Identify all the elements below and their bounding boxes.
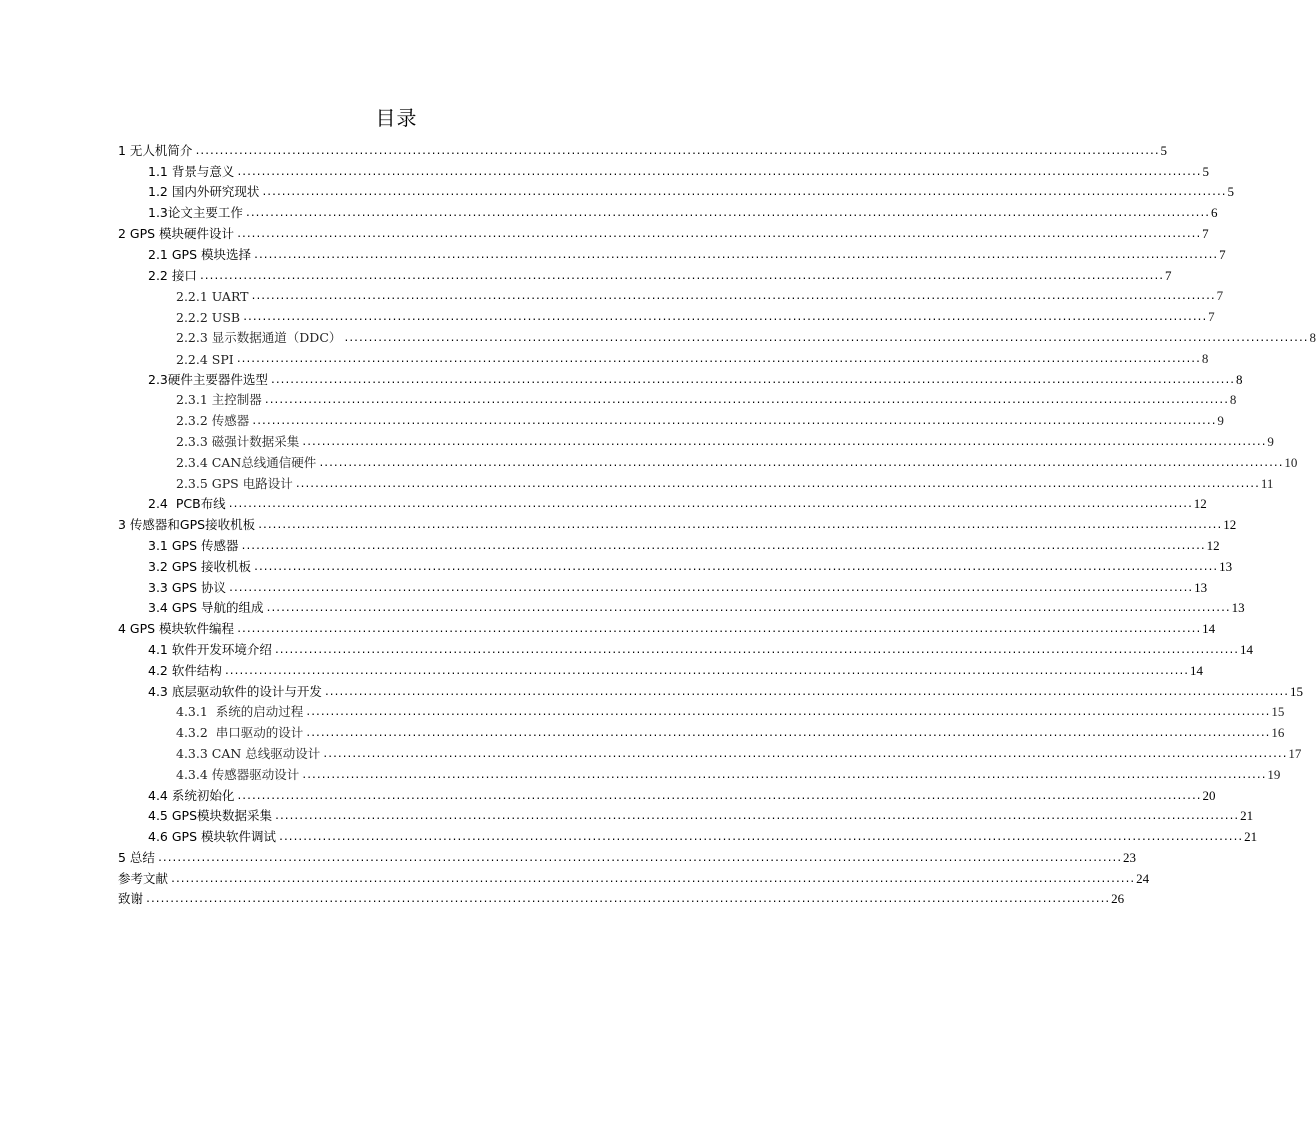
- dot-leader: ........................................................................................................................................................................................................: [253, 561, 1218, 573]
- toc-entry[interactable]: [118, 200, 1218, 221]
- toc-entry-page-number: 8: [1309, 329, 1316, 345]
- toc-entry-page-number: 23: [1123, 849, 1137, 865]
- toc-entry[interactable]: [118, 616, 1216, 637]
- toc-entry[interactable]: [118, 804, 1254, 825]
- toc-entry-label: 4.1 软件开发环境介绍: [148, 641, 272, 657]
- toc-entry-page-number: 9: [1217, 413, 1224, 429]
- toc-entry-label: 2.2.1 UART: [176, 289, 249, 305]
- toc-entry[interactable]: [118, 408, 1224, 429]
- toc-entry[interactable]: [118, 450, 1298, 471]
- toc-entry-label: 4.5 GPS模块数据采集: [148, 808, 273, 824]
- toc-entry[interactable]: [118, 263, 1172, 284]
- table-of-contents: [118, 138, 1316, 907]
- dot-leader: ........................................................................................................................................................................................................: [244, 208, 1209, 220]
- dot-leader: ........................................................................................................................................................................................................: [305, 707, 1270, 719]
- toc-entry-page-number: 10: [1284, 454, 1298, 470]
- toc-entry[interactable]: [118, 824, 1258, 845]
- toc-entry[interactable]: [118, 741, 1302, 762]
- dot-leader: ........................................................................................................................................................................................................: [318, 457, 1283, 469]
- toc-entry-page-number: 7: [1219, 246, 1226, 262]
- toc-entry[interactable]: [118, 304, 1215, 326]
- toc-entry[interactable]: [118, 492, 1207, 513]
- toc-entry-page-number: 7: [1164, 267, 1172, 283]
- toc-entry-label: 参考文献: [118, 870, 169, 886]
- dot-leader: ........................................................................................................................................................................................................: [301, 769, 1266, 781]
- toc-title: 目录: [375, 106, 418, 130]
- dot-leader: ........................................................................................................................................................................................................: [274, 811, 1239, 823]
- toc-entry-page-number: 21: [1244, 829, 1258, 845]
- toc-entry-label: 4.2 软件结构: [148, 662, 222, 678]
- dot-leader: ........................................................................................................................................................................................................: [250, 291, 1215, 303]
- toc-entry[interactable]: [118, 658, 1203, 679]
- dot-leader: ........................................................................................................................................................................................................: [269, 374, 1234, 386]
- dot-leader: ........................................................................................................................................................................................................: [251, 416, 1216, 428]
- toc-entry-label: 2.2.3 显示数据通道（DDC）: [176, 329, 342, 345]
- toc-entry-page-number: 11: [1260, 475, 1274, 491]
- toc-entry-page-number: 15: [1271, 704, 1285, 720]
- dot-leader: ........................................................................................................................................................................................................: [323, 686, 1288, 698]
- toc-entry[interactable]: [118, 887, 1125, 908]
- toc-entry-page-number: 6: [1211, 205, 1218, 221]
- toc-entry-page-number: 12: [1206, 537, 1220, 553]
- dot-leader: ........................................................................................................................................................................................................: [236, 790, 1201, 802]
- toc-entry-label: 2.2.4 SPI: [176, 351, 234, 367]
- dot-leader: ........................................................................................................................................................................................................: [257, 520, 1222, 532]
- toc-entry-label: 2 GPS 模块硬件设计: [118, 225, 235, 241]
- dot-leader: ........................................................................................................................................................................................................: [265, 603, 1230, 615]
- toc-entry-label: 2.2.2 USB: [176, 310, 241, 326]
- toc-entry-label: 4.3.2 串口驱动的设计: [176, 725, 304, 741]
- toc-entry-label: 4.3.3 CAN 总线驱动设计: [176, 745, 321, 761]
- toc-entry[interactable]: [118, 429, 1274, 450]
- dot-leader: ........................................................................................................................................................................................................: [294, 478, 1259, 490]
- toc-entry-page-number: 8: [1236, 371, 1243, 387]
- toc-entry-page-number: 14: [1202, 621, 1216, 637]
- toc-entry-label: 3.3 GPS 协议: [148, 579, 226, 595]
- toc-entry[interactable]: [118, 866, 1150, 887]
- toc-entry-page-number: 20: [1202, 787, 1216, 803]
- toc-entry[interactable]: [118, 596, 1245, 617]
- toc-entry[interactable]: [118, 512, 1237, 533]
- toc-entry-page-number: 26: [1111, 891, 1125, 907]
- toc-entry[interactable]: [118, 679, 1303, 700]
- dot-leader: ........................................................................................................................................................................................................: [305, 728, 1270, 740]
- toc-entry-page-number: 5: [1227, 184, 1234, 200]
- dot-leader: ........................................................................................................................................................................................................: [263, 395, 1228, 407]
- toc-entry-label: 1.3论文主要工作: [148, 205, 243, 221]
- toc-entry-label: 2.3.1 主控制器: [176, 392, 262, 408]
- toc-entry[interactable]: [118, 159, 1209, 180]
- toc-entry-label: 2.3.3 磁强计数据采集: [176, 433, 300, 449]
- toc-entry[interactable]: [118, 637, 1253, 658]
- toc-entry-page-number: 13: [1231, 600, 1245, 616]
- toc-entry[interactable]: [118, 783, 1216, 804]
- dot-leader: ........................................................................................................................................................................................................: [236, 228, 1201, 240]
- toc-entry-label: 3 传感器和GPS接收机板: [118, 517, 256, 533]
- toc-entry-label: 2.3.2 传感器: [176, 413, 250, 429]
- toc-entry-page-number: 16: [1271, 725, 1285, 741]
- dot-leader: ........................................................................................................................................................................................................: [236, 166, 1201, 178]
- toc-entry[interactable]: [118, 180, 1234, 201]
- toc-entry-label: 1 无人机简介: [118, 142, 193, 158]
- toc-entry[interactable]: [118, 471, 1274, 492]
- toc-entry-label: 2.3.5 GPS 电路设计: [176, 475, 293, 491]
- dot-leader: ........................................................................................................................................................................................................: [253, 249, 1218, 261]
- toc-entry-label: 4.3.4 传感器驱动设计: [176, 766, 300, 782]
- toc-entry[interactable]: [118, 762, 1281, 783]
- dot-leader: ........................................................................................................................................................................................................: [236, 624, 1201, 636]
- dot-leader: ........................................................................................................................................................................................................: [301, 436, 1266, 448]
- toc-entry-page-number: 12: [1193, 496, 1207, 512]
- toc-entry[interactable]: [118, 138, 1168, 159]
- toc-entry[interactable]: [118, 221, 1209, 242]
- toc-entry-page-number: 21: [1240, 808, 1254, 824]
- dot-leader: ........................................................................................................................................................................................................: [194, 145, 1159, 157]
- toc-entry-label: 3.4 GPS 导航的组成: [148, 600, 264, 616]
- toc-entry-label: 4.6 GPS 模块软件调试: [148, 829, 276, 845]
- toc-entry-page-number: 12: [1223, 517, 1237, 533]
- toc-entry[interactable]: [118, 325, 1316, 346]
- toc-entry-page-number: 13: [1219, 558, 1233, 574]
- dot-leader: ........................................................................................................................................................................................................: [223, 665, 1188, 677]
- dot-leader: ........................................................................................................................................................................................................: [242, 312, 1207, 324]
- toc-entry-page-number: 5: [1160, 142, 1168, 158]
- toc-entry-page-number: 5: [1202, 163, 1209, 179]
- toc-entry-label: 2.4 PCB布线: [148, 496, 226, 512]
- toc-entry[interactable]: [118, 284, 1224, 305]
- toc-entry-page-number: 17: [1288, 745, 1302, 761]
- dot-leader: ........................................................................................................................................................................................................: [273, 644, 1238, 656]
- toc-entry[interactable]: [118, 575, 1208, 596]
- toc-entry-label: 4.3 底层驱动软件的设计与开发: [148, 683, 322, 699]
- dot-leader: ........................................................................................................................................................................................................: [228, 582, 1193, 594]
- toc-entry-page-number: 14: [1189, 662, 1203, 678]
- toc-entry-page-number: 9: [1267, 433, 1274, 449]
- toc-entry[interactable]: [118, 700, 1285, 721]
- toc-entry-label: 4.4 系统初始化: [148, 787, 235, 803]
- toc-entry[interactable]: [118, 720, 1285, 741]
- toc-entry-label: 5 总结: [118, 849, 155, 865]
- toc-entry-label: 1.1 背景与意义: [148, 163, 235, 179]
- toc-entry-label: 2.2 接口: [148, 267, 197, 283]
- toc-entry-label: 1.2 国内外研究现状: [148, 184, 260, 200]
- toc-entry[interactable]: [118, 346, 1209, 367]
- toc-entry-page-number: 15: [1289, 683, 1303, 699]
- dot-leader: ........................................................................................................................................................................................................: [235, 353, 1200, 365]
- dot-leader: ........................................................................................................................................................................................................: [227, 499, 1192, 511]
- dot-leader: ........................................................................................................................................................................................................: [145, 894, 1110, 906]
- toc-entry-label: 2.3.4 CAN总线通信硬件: [176, 454, 317, 470]
- toc-entry-label: 4.3.1 系统的启动过程: [176, 704, 304, 720]
- toc-entry-page-number: 24: [1136, 870, 1150, 886]
- toc-entry-page-number: 7: [1216, 288, 1224, 304]
- toc-entry[interactable]: [118, 242, 1226, 263]
- dot-leader: ........................................................................................................................................................................................................: [170, 873, 1135, 885]
- toc-entry-label: 2.1 GPS 模块选择: [148, 246, 251, 262]
- dot-leader: ........................................................................................................................................................................................................: [261, 187, 1226, 199]
- dot-leader: ........................................................................................................................................................................................................: [322, 748, 1287, 760]
- toc-entry-page-number: 8: [1201, 350, 1209, 366]
- toc-entry[interactable]: [118, 554, 1233, 575]
- toc-entry-page-number: 14: [1239, 641, 1253, 657]
- dot-leader: ........................................................................................................................................................................................................: [156, 852, 1122, 864]
- toc-entry-page-number: 13: [1194, 579, 1208, 595]
- toc-entry[interactable]: [118, 533, 1220, 554]
- toc-entry-page-number: 7: [1202, 225, 1209, 241]
- toc-entry-label: 3.1 GPS 传感器: [148, 537, 239, 553]
- toc-entry[interactable]: [118, 367, 1243, 388]
- toc-entry-label: 4 GPS 模块软件编程: [118, 621, 235, 637]
- toc-entry-page-number: 19: [1267, 766, 1281, 782]
- dot-leader: ........................................................................................................................................................................................................: [240, 540, 1205, 552]
- toc-entry-label: 3.2 GPS 接收机板: [148, 558, 251, 574]
- dot-leader: ........................................................................................................................................................................................................: [198, 270, 1163, 282]
- toc-entry[interactable]: [118, 388, 1237, 409]
- dot-leader: ........................................................................................................................................................................................................: [278, 832, 1243, 844]
- toc-entry-page-number: 8: [1229, 392, 1237, 408]
- toc-entry-page-number: 7: [1208, 309, 1215, 325]
- toc-entry-label: 2.3硬件主要器件选型: [148, 371, 268, 387]
- dot-leader: ........................................................................................................................................................................................................: [343, 332, 1308, 344]
- toc-entry[interactable]: [118, 845, 1137, 866]
- toc-entry-label: 致谢: [118, 891, 144, 907]
